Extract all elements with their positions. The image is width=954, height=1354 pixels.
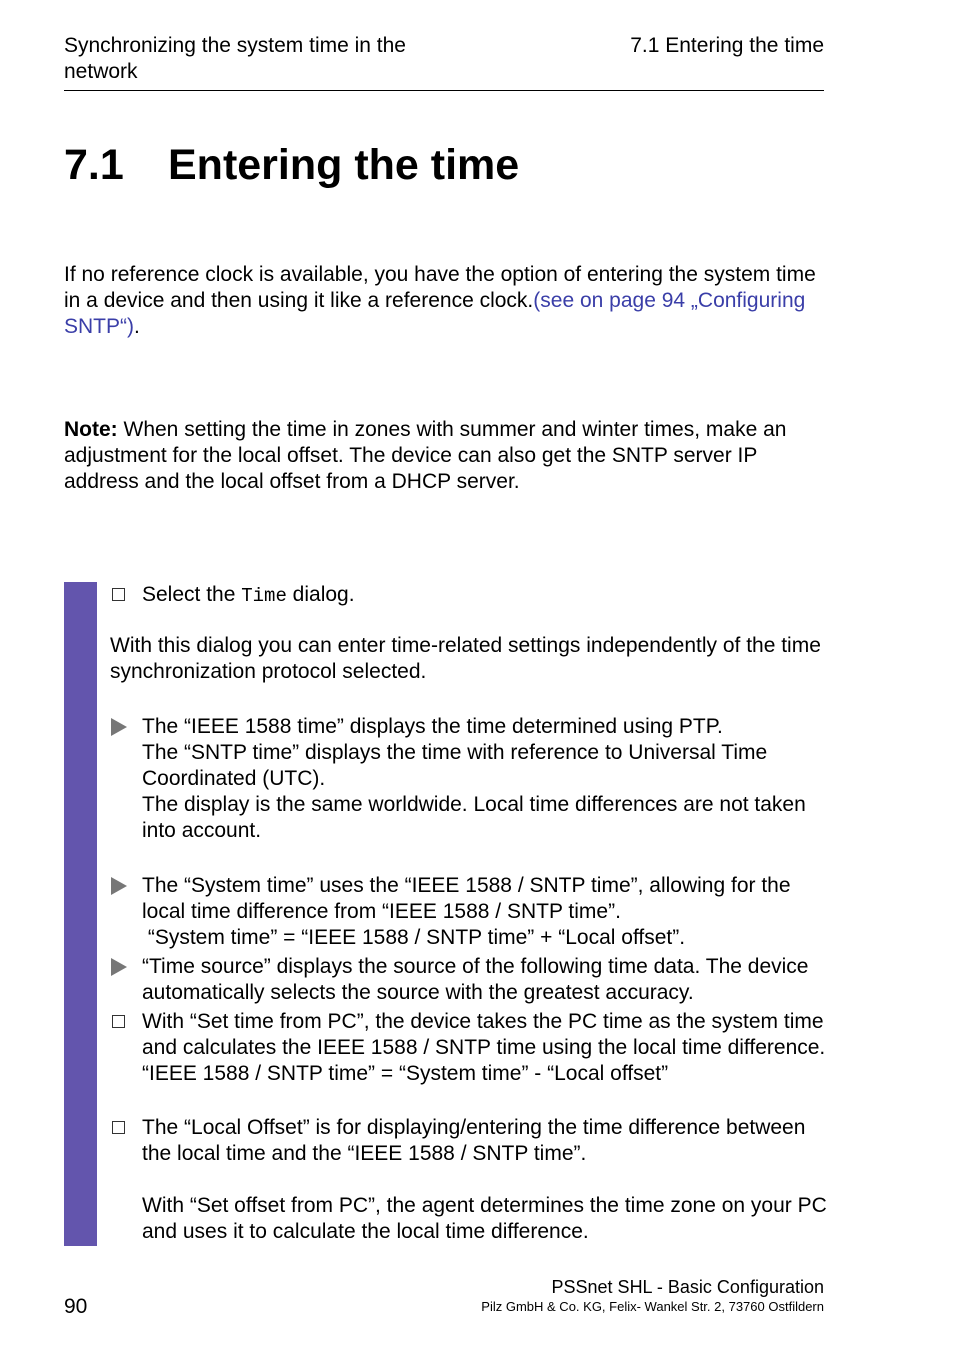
info-system-time <box>110 873 832 951</box>
system-line-1: The “System time” uses the “IEEE 1588 / SNTP time”, allowing for the local time difference from “IEEE 1588 / SNTP time”. <box>142 874 791 923</box>
note-paragraph <box>64 417 834 495</box>
note-label: Note: <box>64 418 118 441</box>
note-text: When setting the time in zones with summer and winter times, make an adjustment for the local offset. The device can also get the SNTP server IP address and the local offset from a DHCP server. <box>64 418 787 493</box>
sntp-page-link[interactable]: (see on page 94 „Configuring SNTP“) <box>64 289 806 338</box>
ieee-line-1: The “IEEE 1588 time” displays the time determined using PTP. <box>142 715 723 738</box>
intro-text: If no reference clock is available, you have the option of entering the system time in a device and then using it like a reference clock. <box>64 263 816 312</box>
procedure-sidebar-bar <box>64 582 97 1246</box>
setpc-line-1: With “Set time from PC”, the device takes the PC time as the system time and calculates the IEEE 1588 / SNTP time using the local time difference. <box>142 1010 826 1059</box>
arrow-right-icon <box>111 877 127 895</box>
arrow-right-icon <box>111 958 127 976</box>
ieee-line-3: The display is the same worldwide. Local time differences are not taken into account. <box>142 793 806 842</box>
offset-line-2: With “Set offset from PC”, the agent determines the time zone on your PC and uses it to calculate the local time difference. <box>142 1194 827 1243</box>
info-ieee-time <box>110 714 832 844</box>
step-local-offset <box>110 1115 832 1245</box>
page-number: 90 <box>64 1295 88 1318</box>
offset-line-1: The “Local Offset” is for displaying/entering the time difference between the local time and the “IEEE 1588 / SNTP time”. <box>142 1116 806 1165</box>
select-pre: Select the <box>142 583 242 606</box>
step-set-time-from-pc <box>110 1009 832 1087</box>
system-line-2: “System time” = “IEEE 1588 / SNTP time” + “Local offset”. <box>142 926 686 949</box>
checkbox-icon <box>112 1121 125 1134</box>
ieee-line-2: The “SNTP time” displays the time with reference to Universal Time Coordinated (UTC). <box>142 741 768 790</box>
intro-paragraph <box>64 262 834 340</box>
running-header-chapter: Synchronizing the system time in the network <box>64 34 406 83</box>
footer-company: Pilz GmbH & Co. KG, Felix- Wankel Str. 2, 73760 Ostfildern <box>481 1299 824 1314</box>
running-header-section: 7.1 Entering the time <box>630 34 824 57</box>
checkbox-icon <box>112 1015 125 1028</box>
footer-product: PSSnet SHL - Basic Configuration <box>551 1277 824 1297</box>
section-title: Entering the time <box>168 141 520 189</box>
arrow-right-icon <box>111 718 127 736</box>
dialog-description: With this dialog you can enter time-related settings independently of the time synchronization protocol selected. <box>110 634 821 683</box>
source-text: “Time source” displays the source of the following time data. The device automatically selects the source with the greatest accuracy. <box>142 955 809 1004</box>
checkbox-icon <box>112 588 125 601</box>
step-select-time-dialog <box>110 582 832 609</box>
select-post: dialog. <box>286 583 355 606</box>
section-number: 7.1 <box>64 141 124 189</box>
setpc-line-2: “IEEE 1588 / SNTP time” = “System time” - “Local offset” <box>142 1062 669 1085</box>
header-rule <box>64 90 824 91</box>
time-dialog-name: Time <box>241 585 287 607</box>
page-title <box>64 140 519 190</box>
info-time-source <box>110 954 832 1006</box>
intro-end: . <box>134 315 140 338</box>
